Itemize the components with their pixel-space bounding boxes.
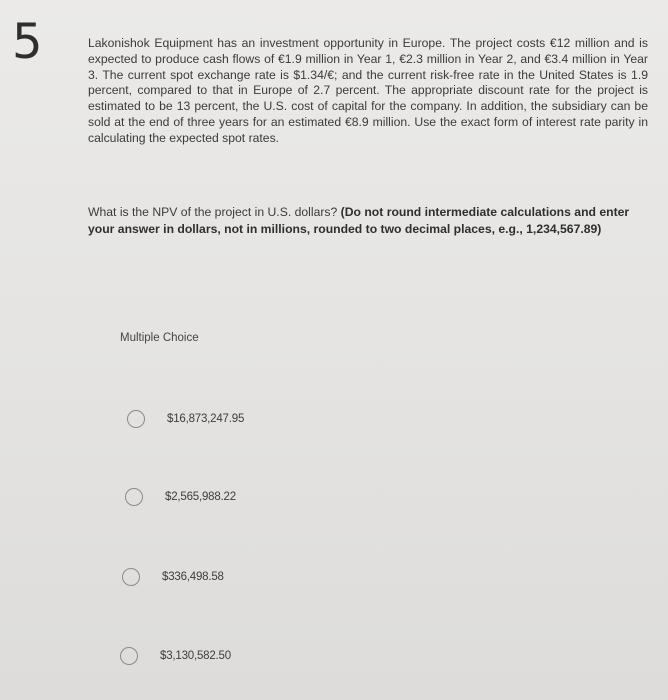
radio-button-icon[interactable] — [120, 647, 138, 665]
answer-option-label: $16,873,247.95 — [167, 413, 245, 425]
question-body: Lakonishok Equipment has an investment opportunity in Europe. The project costs €12 million and is expected to produce cash flows of €1.9 million in Year 1, €2.3 million in Year 2, and €3.4 million in Year 3. The current spot exchange rate is $1.34/€; and the current risk-free rate in the United States is 1.9 percent, compared to that in Europe of 2.7 percent. The appropriate discount rate for the project is estimated to be 13 percent, the U.S. cost of capital for the company. In addition, the subsidiary can be sold at the end of three years for an estimated €8.9 million. Use the exact form of interest rate parity in calculating the expected spot rates. — [88, 36, 648, 145]
radio-button-icon[interactable] — [127, 410, 145, 428]
prompt-text: What is the NPV of the project in U.S. dollars? — [88, 205, 338, 219]
answer-option-label: $336,498.58 — [162, 571, 224, 583]
question-number: 5 — [12, 14, 43, 70]
answer-option[interactable] — [120, 647, 231, 665]
radio-button-icon[interactable] — [125, 488, 143, 506]
answer-option[interactable] — [127, 410, 244, 428]
answer-option[interactable] — [125, 488, 236, 506]
answer-option-label: $2,565,988.22 — [165, 491, 236, 503]
multiple-choice-label: Multiple Choice — [120, 332, 199, 344]
question-prompt — [88, 204, 648, 238]
prompt-instruction: (Do not round intermediate calculations and enter your answer in dollars, not in millions, rounded to two decimal places, e.g., 1,234,567.89) — [88, 205, 630, 236]
answer-option[interactable] — [122, 568, 224, 586]
answer-option-label: $3,130,582.50 — [160, 650, 231, 662]
radio-button-icon[interactable] — [122, 568, 140, 586]
